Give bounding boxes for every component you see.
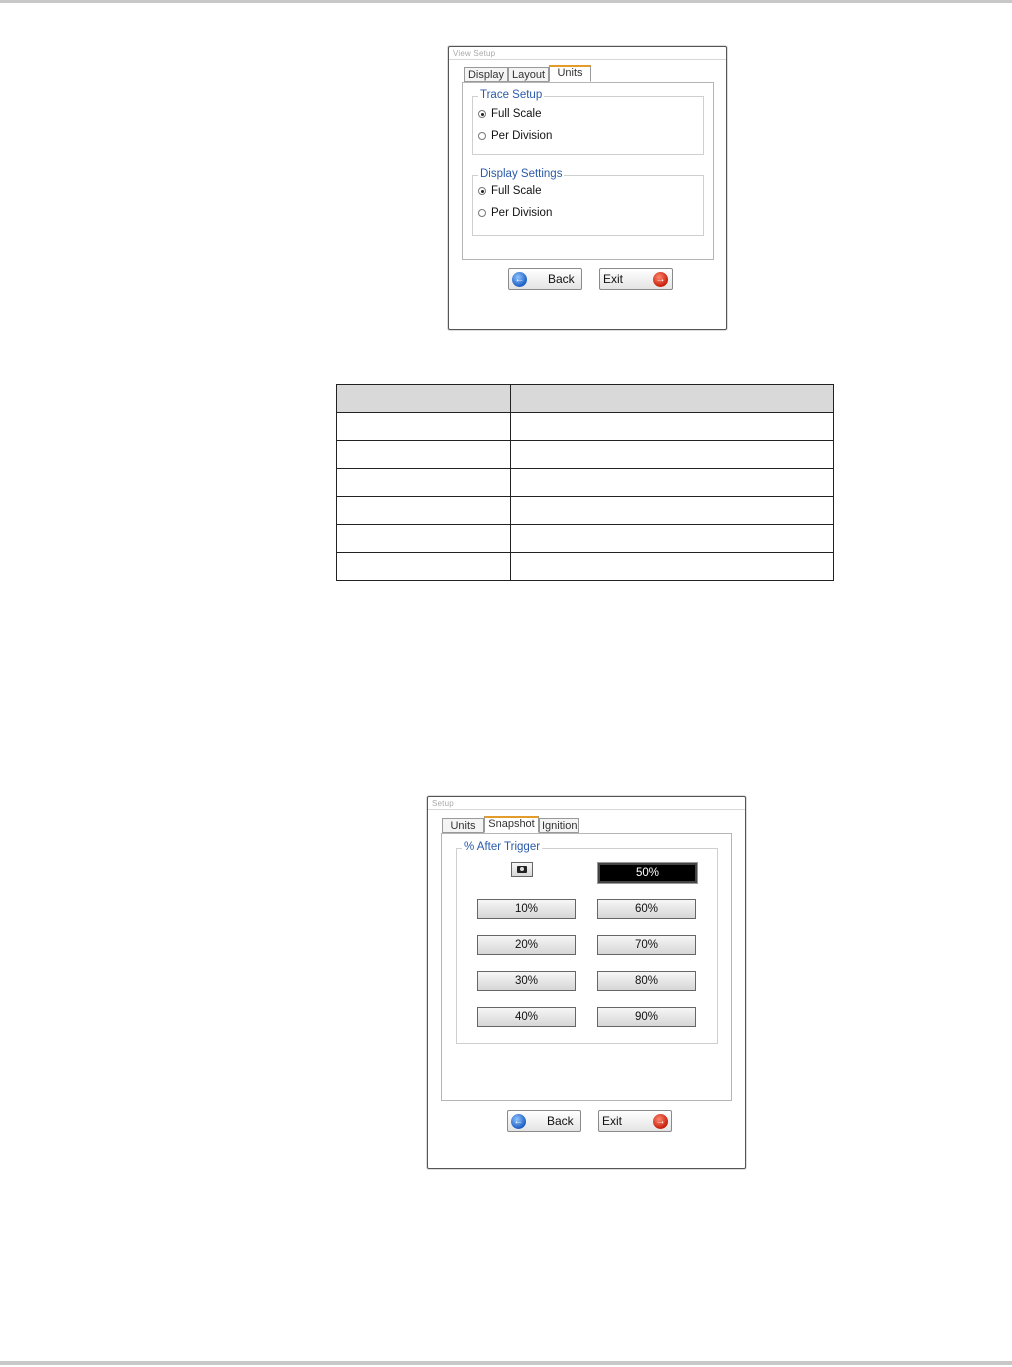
- radio-selected-icon: [478, 187, 486, 195]
- percent-80-button[interactable]: 80%: [597, 971, 696, 991]
- tab-layout[interactable]: Layout: [508, 67, 549, 82]
- percent-50-button[interactable]: 50%: [598, 863, 697, 883]
- display-settings-legend: Display Settings: [480, 168, 563, 180]
- percent-90-button[interactable]: 90%: [597, 1007, 696, 1027]
- dialog-title: View Setup: [453, 49, 496, 58]
- camera-icon[interactable]: [511, 862, 533, 877]
- percent-20-button[interactable]: 20%: [477, 935, 576, 955]
- empty-table: [336, 384, 834, 581]
- percent-70-button[interactable]: 70%: [597, 935, 696, 955]
- dialog-title: Setup: [432, 799, 454, 808]
- table-header-cell: [337, 385, 511, 413]
- snapshot-panel: [441, 833, 732, 1101]
- percent-10-button[interactable]: 10%: [477, 899, 576, 919]
- tab-ignition[interactable]: Ignition: [539, 818, 579, 833]
- exit-arrow-icon: →: [653, 1114, 668, 1129]
- page-bottom-rule: [0, 1361, 1012, 1365]
- tab-snapshot[interactable]: Snapshot: [484, 816, 539, 833]
- percent-60-button[interactable]: 60%: [597, 899, 696, 919]
- radio-unselected-icon: [478, 132, 486, 140]
- back-button[interactable]: ← Back: [507, 1110, 581, 1132]
- tab-units[interactable]: Units: [549, 65, 591, 82]
- radio-unselected-icon: [478, 209, 486, 217]
- back-arrow-icon: ←: [511, 1114, 526, 1129]
- exit-button[interactable]: Exit →: [598, 1110, 672, 1132]
- after-trigger-group: [456, 841, 718, 1044]
- display-per-division-option[interactable]: Per Division: [478, 207, 552, 219]
- percent-40-button[interactable]: 40%: [477, 1007, 576, 1027]
- exit-button[interactable]: Exit →: [599, 268, 673, 290]
- exit-arrow-icon: →: [653, 272, 668, 287]
- trace-full-scale-option[interactable]: Full Scale: [478, 108, 542, 120]
- percent-30-button[interactable]: 30%: [477, 971, 576, 991]
- tab-display[interactable]: Display: [464, 67, 508, 82]
- trace-setup-legend: Trace Setup: [480, 89, 543, 101]
- display-full-scale-option[interactable]: Full Scale: [478, 185, 542, 197]
- setup-dialog: [427, 796, 746, 1169]
- table-row: [337, 441, 834, 469]
- table-header-row: [337, 385, 834, 413]
- page-top-rule: [0, 0, 1012, 3]
- trace-setup-group: [472, 89, 704, 155]
- view-setup-dialog: [448, 46, 727, 330]
- display-settings-group: [472, 168, 704, 236]
- units-panel: [462, 82, 714, 260]
- table-row: [337, 553, 834, 581]
- tab-units[interactable]: Units: [442, 818, 484, 833]
- table-row: [337, 497, 834, 525]
- table-header-cell: [511, 385, 834, 413]
- trace-per-division-option[interactable]: Per Division: [478, 130, 552, 142]
- radio-selected-icon: [478, 110, 486, 118]
- table-row: [337, 469, 834, 497]
- back-button[interactable]: ← Back: [508, 268, 582, 290]
- table-row: [337, 525, 834, 553]
- back-arrow-icon: ←: [512, 272, 527, 287]
- table-row: [337, 413, 834, 441]
- after-trigger-legend: % After Trigger: [464, 841, 541, 853]
